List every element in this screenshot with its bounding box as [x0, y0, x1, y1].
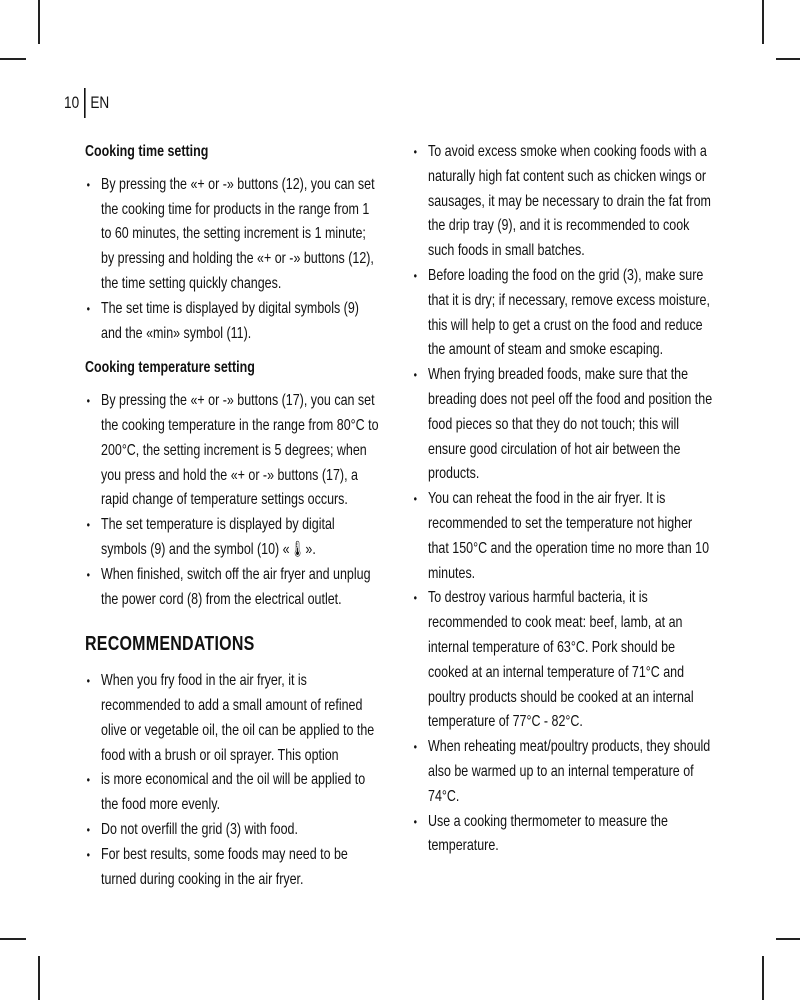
left-column — [85, 140, 381, 902]
list-item: • is more economical and the oil will be applied to the food more evenly. — [85, 768, 381, 818]
list-item: • For best results, some foods may need to be turned during cooking in the air fryer. — [85, 843, 381, 893]
cooking-time-heading: Cooking time setting — [85, 143, 209, 160]
list-item: • To destroy various harmful bacteria, it is recommended to cook meat: beef, lamb, at an internal temperature of 63°C. Pork should be cooked at an internal temperature of 71°C and poultry products should be cooked at an internal temperature of 77°C - 82°C. — [412, 586, 716, 735]
cooking-temperature-list — [85, 389, 381, 612]
crop-mark — [38, 0, 40, 44]
right-column — [412, 140, 716, 869]
crop-mark — [762, 956, 764, 1000]
recommendations-heading: RECOMMENDATIONS — [85, 633, 255, 656]
page-number: 10 — [64, 93, 80, 112]
language-code: EN — [90, 93, 110, 112]
crop-mark — [776, 938, 800, 940]
recommendations-list-continued — [412, 140, 716, 859]
cooking-temperature-heading: Cooking temperature setting — [85, 359, 255, 377]
list-item: • Before loading the food on the grid (3), make sure that it is dry; if necessary, remove excess moisture, this will help to get a crust on the food and reduce the amount of steam and smoke escaping. — [412, 264, 716, 363]
list-item: • When frying breaded foods, make sure that the breading does not peel off the food and position the food pieces so that they do not touch; this will ensure good circulation of hot air between the products. — [412, 363, 716, 487]
crop-mark — [776, 58, 800, 60]
crop-mark — [762, 0, 764, 44]
crop-mark — [0, 58, 26, 60]
list-item: • When reheating meat/poultry products, they should also be warmed up to an internal temperature of 74°C. — [412, 735, 716, 809]
list-item: • When you fry food in the air fryer, it is recommended to add a small amount of refined olive or vegetable oil, the oil can be applied to the food with a brush or oil sprayer. This option — [85, 669, 381, 768]
crop-mark — [0, 938, 26, 940]
list-item: • By pressing the «+ or -» buttons (12), you can set the cooking time for products in the range from 1 to 60 minutes, the setting increment is 1 minute; by pressing and holding the «+ or -» buttons (12), the time setting quickly changes. — [85, 173, 381, 297]
list-item: • The set time is displayed by digital symbols (9) and the «min» symbol (11). — [85, 297, 381, 347]
list-item: • Use a cooking thermometer to measure the temperature. — [412, 810, 716, 860]
crop-mark — [38, 956, 40, 1000]
list-item: • You can reheat the food in the air fryer. It is recommended to set the temperature not higher that 150°C and the operation time no more than 10 minutes. — [412, 487, 716, 586]
list-item: • The set temperature is displayed by digital symbols (9) and the symbol (10) «🌡». — [85, 513, 381, 563]
header-divider — [84, 88, 86, 118]
cooking-time-list — [85, 173, 381, 347]
list-item: • To avoid excess smoke when cooking foods with a naturally high fat content such as chicken wings or sausages, it may be necessary to drain the fat from the drip tray (9), and it is recommended to cook such foods in small batches. — [412, 140, 716, 264]
list-item: • By pressing the «+ or -» buttons (17), you can set the cooking temperature in the range from 80°C to 200°C, the setting increment is 5 degrees; when you press and hold the «+ or -» buttons (17), a rapid change of temperature settings occurs. — [85, 389, 381, 513]
page-header — [64, 88, 109, 118]
list-item: • Do not overfill the grid (3) with food. — [85, 818, 381, 843]
recommendations-list — [85, 669, 381, 892]
list-item: • When finished, switch off the air fryer and unplug the power cord (8) from the electrical outlet. — [85, 563, 381, 613]
